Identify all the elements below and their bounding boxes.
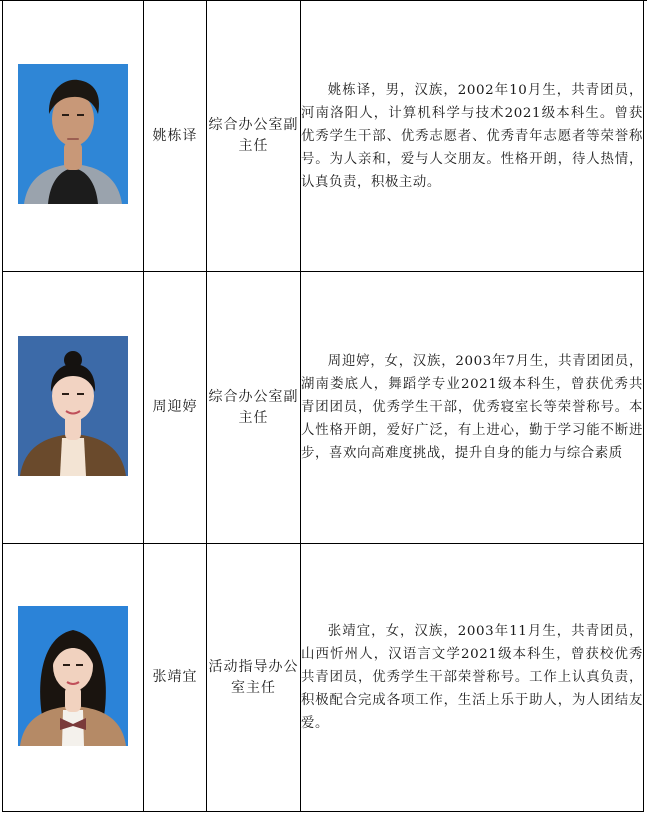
- table-row: [3, 1, 644, 272]
- member-roster-table: [2, 0, 644, 812]
- member-position: 综合办公室副主任: [207, 1, 301, 272]
- member-name: 姚栋译: [144, 1, 207, 272]
- member-bio: 张靖宜，女，汉族，2003年11月生，共青团员，山西忻州人，汉语言文学2021级本科生，曾获校优秀共青团员，优秀学生干部荣誉称号。工作上认真负责，积极配合完成各项工作，生活上乐于助人，为人团结友爱。: [301, 624, 643, 731]
- table-row: [3, 544, 644, 812]
- member-bio: 周迎婷，女，汉族，2003年7月生，共青团团员，湖南娄底人，舞蹈学专业2021级本科生，曾获优秀共青团团员，优秀学生干部，优秀寝室长等荣誉称号。本人性格开朗，爱好广泛，有上进心，勤于学习能不断进步，喜欢向高难度挑战，提升自身的能力与综合素质: [301, 354, 643, 461]
- bio-cell: [301, 544, 644, 812]
- bio-cell: [301, 272, 644, 544]
- photo-cell: [3, 272, 144, 544]
- member-bio: 姚栋译，男，汉族，2002年10月生，共青团员，河南洛阳人，计算机科学与技术2021级本科生。曾获优秀学生干部、优秀志愿者、优秀青年志愿者等荣誉称号。为人亲和，爱与人交朋友。性格开朗，待人热情，认真负责，积极主动。: [301, 82, 643, 190]
- member-photo: [18, 64, 128, 204]
- member-photo: [18, 336, 128, 476]
- portrait-image: [18, 606, 128, 746]
- member-position: 活动指导办公室主任: [207, 544, 301, 812]
- photo-cell: [3, 1, 144, 272]
- photo-cell: [3, 544, 144, 812]
- portrait-image: [18, 64, 128, 204]
- member-position: 综合办公室副主任: [207, 272, 301, 544]
- member-name: 张靖宜: [144, 544, 207, 812]
- member-photo: [18, 606, 128, 746]
- portrait-image: [18, 336, 128, 476]
- bio-cell: [301, 1, 644, 272]
- table-row: [3, 272, 644, 544]
- member-name: 周迎婷: [144, 272, 207, 544]
